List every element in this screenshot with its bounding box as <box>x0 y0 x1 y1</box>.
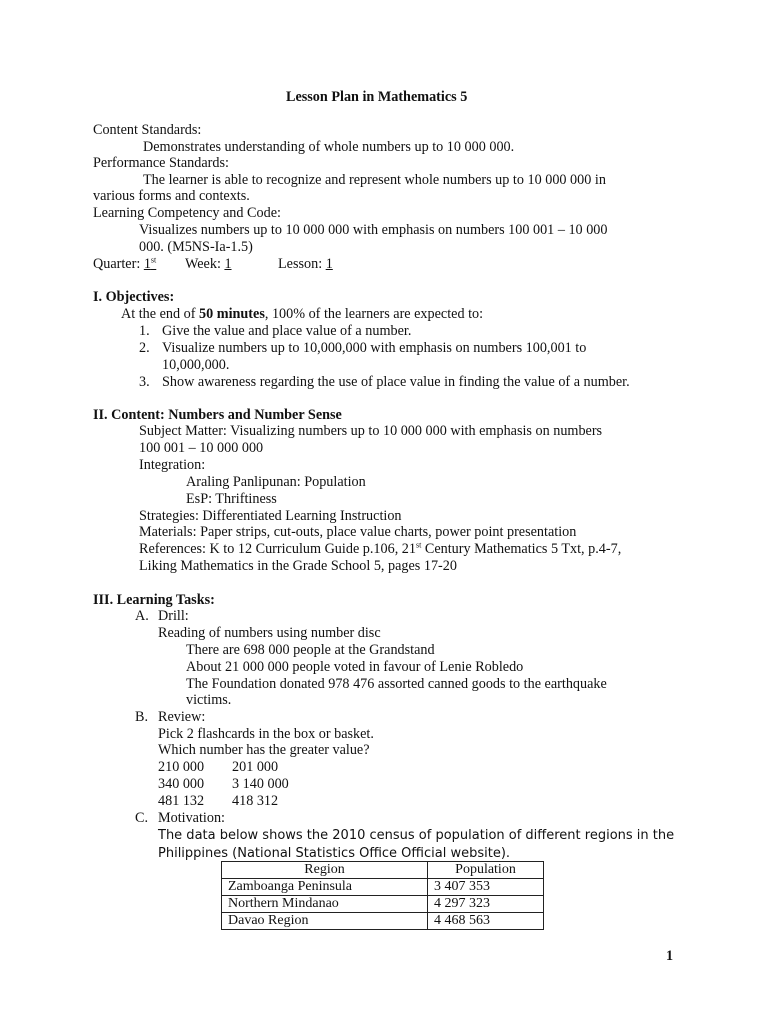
references-line2: Liking Mathematics in the Grade School 5, pages 17-20 <box>139 558 457 574</box>
competency-label: Learning Competency and Code: <box>93 205 281 221</box>
review-letter: B. <box>135 709 149 725</box>
drill-item-2: About 21 000 000 people voted in favour of Lenie Robledo <box>186 659 524 675</box>
content-standards-label: Content Standards: <box>93 122 202 138</box>
week-field <box>185 256 232 273</box>
motivation-line2: Philippines (National Statistics Office Official website). <box>158 846 511 861</box>
performance-standards-line2: various forms and contexts. <box>93 188 250 204</box>
drill-letter: A. <box>135 608 149 624</box>
review-label: Review: <box>158 709 206 725</box>
references-line1: References: K to 12 Curriculum Guide p.106, 21st Century Mathematics 5 Txt, p.4-7, <box>139 540 622 557</box>
table-cell-population: 4 297 323 <box>428 896 544 913</box>
table-row <box>222 896 544 913</box>
content-heading: II. Content: Numbers and Number Sense <box>93 407 342 423</box>
objective-text-3: Show awareness regarding the use of place value in finding the value of a number. <box>162 374 630 390</box>
lesson-label: Lesson: <box>278 256 323 272</box>
review-line1: Pick 2 flashcards in the box or basket. <box>158 726 374 742</box>
page-number: 1 <box>666 948 674 964</box>
integration-ap: Araling Panlipunan: Population <box>186 474 366 490</box>
table-row <box>222 879 544 896</box>
page-title: Lesson Plan in Mathematics 5 <box>286 89 468 105</box>
tasks-heading: III. Learning Tasks: <box>93 592 215 608</box>
review-pair-2-a: 340 000 <box>158 776 205 792</box>
schedule-line <box>93 256 156 273</box>
week-value: 1 <box>224 256 232 272</box>
objectives-intro: At the end of 50 minutes, 100% of the learners are expected to: <box>121 306 484 322</box>
table-row <box>222 913 544 930</box>
integration-esp: EsP: Thriftiness <box>186 491 277 507</box>
motivation-line1: The data below shows the 2010 census of population of different regions in the <box>158 828 675 843</box>
drill-item-3: The Foundation donated 978 476 assorted canned goods to the earthquake <box>186 676 607 692</box>
objective-num-2: 2. <box>139 340 150 356</box>
week-label: Week: <box>185 256 221 272</box>
table-cell-population: 4 468 563 <box>428 913 544 930</box>
motivation-label: Motivation: <box>158 810 225 826</box>
drill-item-1: There are 698 000 people at the Grandstand <box>186 642 435 658</box>
motivation-letter: C. <box>135 810 149 826</box>
objective-text-2-cont: 10,000,000. <box>162 357 230 373</box>
lesson-value: 1 <box>325 256 333 272</box>
table-cell-region: Zamboanga Peninsula <box>222 879 428 896</box>
objective-text-1: Give the value and place value of a number. <box>162 323 412 339</box>
review-pair-3-a: 481 132 <box>158 793 205 809</box>
objective-num-1: 1. <box>139 323 150 339</box>
performance-standards-line1: The learner is able to recognize and represent whole numbers up to 10 000 000 in <box>143 172 606 188</box>
objectives-heading: I. Objectives: <box>93 289 175 305</box>
quarter-label: Quarter: <box>93 256 141 272</box>
table-header-row <box>222 862 544 879</box>
lesson-field <box>278 256 333 273</box>
integration-label: Integration: <box>139 457 206 473</box>
materials: Materials: Paper strips, cut-outs, place value charts, power point presentation <box>139 524 577 540</box>
subject-matter-line2: 100 001 – 10 000 000 <box>139 440 264 456</box>
table-header-region: Region <box>222 862 428 879</box>
competency-line1: Visualizes numbers up to 10 000 000 with emphasis on numbers 100 001 – 10 000 <box>139 222 608 238</box>
drill-label: Drill: <box>158 608 189 624</box>
content-standards-text: Demonstrates understanding of whole numbers up to 10 000 000. <box>143 139 515 155</box>
table-cell-region: Northern Mindanao <box>222 896 428 913</box>
quarter-value: 1st <box>143 255 157 272</box>
performance-standards-label: Performance Standards: <box>93 155 229 171</box>
objective-text-2: Visualize numbers up to 10,000,000 with emphasis on numbers 100,001 to <box>162 340 587 356</box>
table-header-population: Population <box>428 862 544 879</box>
review-pair-1-a: 210 000 <box>158 759 205 775</box>
strategies: Strategies: Differentiated Learning Instruction <box>139 508 402 524</box>
table-cell-region: Davao Region <box>222 913 428 930</box>
review-pair-1-b: 201 000 <box>232 759 279 775</box>
table-cell-population: 3 407 353 <box>428 879 544 896</box>
drill-intro: Reading of numbers using number disc <box>158 625 381 641</box>
drill-item-3-cont: victims. <box>186 692 232 708</box>
subject-matter-line1: Subject Matter: Visualizing numbers up to 10 000 000 with emphasis on numbers <box>139 423 603 439</box>
objective-num-3: 3. <box>139 374 150 390</box>
population-table <box>221 861 544 930</box>
review-pair-3-b: 418 312 <box>232 793 279 809</box>
competency-line2: 000. (M5NS-Ia-1.5) <box>139 239 253 255</box>
review-line2: Which number has the greater value? <box>158 742 370 758</box>
review-pair-2-b: 3 140 000 <box>232 776 289 792</box>
